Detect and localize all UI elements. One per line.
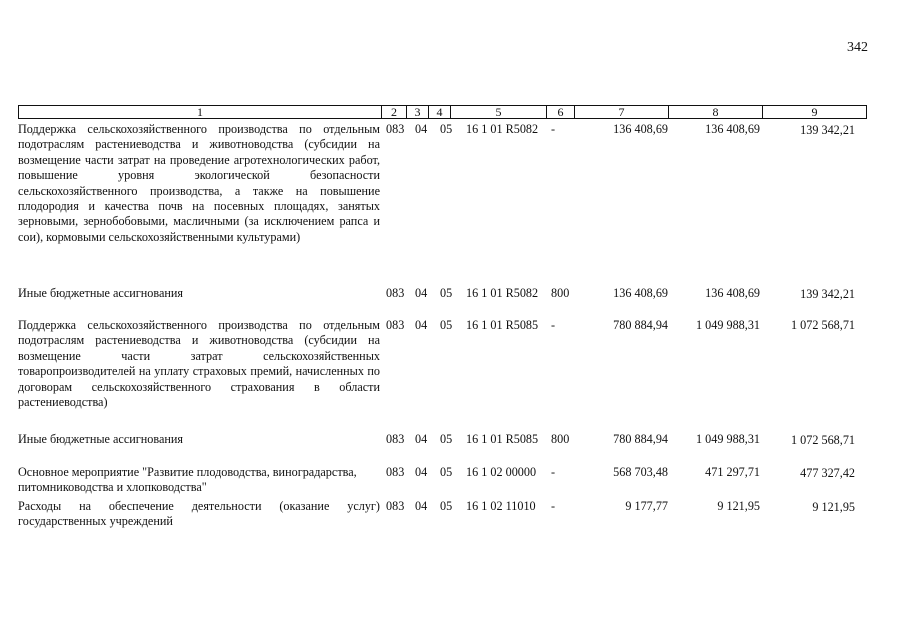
row-amount-col7: 136 408,69	[613, 122, 668, 136]
row-amount-col7: 136 408,69	[613, 286, 668, 300]
row-subsection: 05	[440, 122, 453, 136]
row-expense-type: 800	[551, 286, 570, 300]
row-description: Расходы на обеспечение деятельности (оказание услуг) государственных учреждений	[18, 499, 380, 529]
row-amount-col8: 136 408,69	[705, 122, 760, 136]
row-section: 04	[415, 122, 428, 136]
row-amount-col7: 9 177,77	[625, 499, 668, 513]
row-description: Поддержка сельскохозяйственного производства по отдельным подотраслям растениеводства и животноводства (субсидии на возмещение части затрат на проведение агротехнологических работ, повышение уровня экологической безопасности сельскохозяйственного производства, а также на повышение плодородия и качества почв на посевных площадях, занятых зерновыми, зернобобовыми, масличными (за исключением рапса и сои), кормовыми сельскохозяйственными культурами)	[18, 122, 380, 244]
row-org-code: 083	[386, 286, 405, 300]
column-header-6: 6	[547, 106, 575, 118]
row-amount-col9: 477 327,42	[800, 466, 855, 480]
page-number: 342	[847, 40, 868, 55]
row-target-code: 16 1 01 R5085	[466, 432, 539, 446]
row-subsection: 05	[440, 318, 453, 332]
row-section: 04	[415, 499, 428, 513]
row-expense-type: -	[551, 465, 556, 479]
row-section: 04	[415, 465, 428, 479]
row-description: Иные бюджетные ассигнования	[18, 286, 184, 300]
row-org-code: 083	[386, 432, 405, 446]
column-header-4: 4	[429, 106, 451, 118]
row-amount-col8: 471 297,71	[705, 465, 760, 479]
row-amount-col8: 136 408,69	[705, 286, 760, 300]
row-org-code: 083	[386, 318, 405, 332]
row-amount-col9: 139 342,21	[800, 123, 855, 137]
column-header-8: 8	[669, 106, 763, 118]
row-amount-col7: 568 703,48	[613, 465, 668, 479]
row-subsection: 05	[440, 432, 453, 446]
row-target-code: 16 1 01 R5085	[466, 318, 539, 332]
row-amount-col8: 1 049 988,31	[696, 318, 760, 332]
column-header-7: 7	[575, 106, 669, 118]
row-section: 04	[415, 318, 428, 332]
row-target-code: 16 1 02 00000	[466, 465, 537, 479]
column-header-5: 5	[451, 106, 547, 118]
row-amount-col8: 1 049 988,31	[696, 432, 760, 446]
row-section: 04	[415, 432, 428, 446]
row-subsection: 05	[440, 286, 453, 300]
row-amount-col7: 780 884,94	[613, 318, 668, 332]
row-expense-type: 800	[551, 432, 570, 446]
table-header	[18, 105, 867, 119]
row-target-code: 16 1 02 11010	[466, 499, 536, 513]
row-description: Иные бюджетные ассигнования	[18, 432, 184, 446]
row-target-code: 16 1 01 R5082	[466, 286, 539, 300]
row-amount-col9: 1 072 568,71	[791, 318, 855, 332]
row-subsection: 05	[440, 465, 453, 479]
row-subsection: 05	[440, 499, 453, 513]
row-amount-col9: 9 121,95	[812, 500, 855, 514]
row-expense-type: -	[551, 122, 556, 136]
row-amount-col9: 139 342,21	[800, 287, 855, 301]
column-header-1: 1	[19, 106, 382, 118]
row-org-code: 083	[386, 465, 405, 479]
row-org-code: 083	[386, 499, 405, 513]
row-expense-type: -	[551, 499, 556, 513]
column-header-2: 2	[382, 106, 407, 118]
row-org-code: 083	[386, 122, 405, 136]
row-description: Основное мероприятие "Развитие плодоводства, виноградарства, питомниководства и хлопководства"	[18, 465, 357, 495]
column-header-3: 3	[407, 106, 429, 118]
row-amount-col9: 1 072 568,71	[791, 433, 855, 447]
row-expense-type: -	[551, 318, 556, 332]
row-target-code: 16 1 01 R5082	[466, 122, 539, 136]
row-description: Поддержка сельскохозяйственного производства по отдельным подотраслям растениеводства и животноводства (субсидии на возмещение части затрат сельскохозяйственных товаропроизводителей на уплату страховых премий, начисленных по договорам сельскохозяйственного страхования в области растениеводства)	[18, 318, 380, 410]
column-header-9: 9	[811, 105, 818, 119]
row-amount-col8: 9 121,95	[717, 499, 760, 513]
row-section: 04	[415, 286, 428, 300]
row-amount-col7: 780 884,94	[613, 432, 668, 446]
